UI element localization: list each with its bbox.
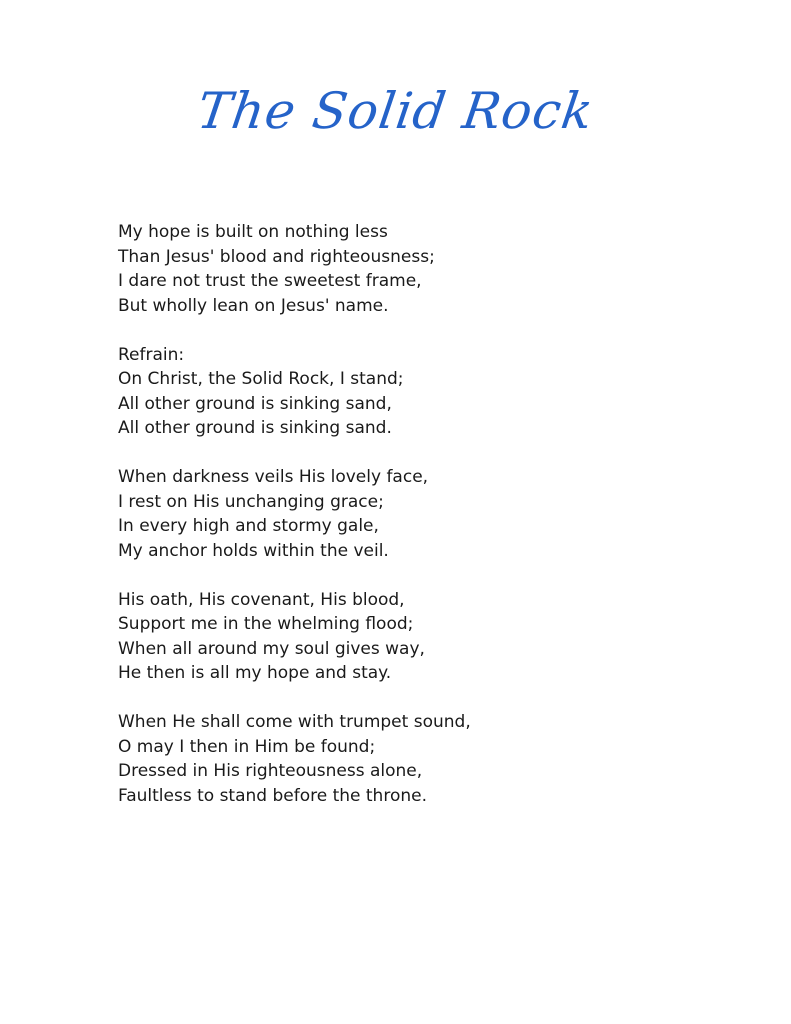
- lyric-line: Dressed in His righteousness alone,: [118, 761, 423, 781]
- stanza-1: [118, 220, 471, 318]
- lyric-line: He then is all my hope and stay.: [118, 663, 392, 683]
- lyric-line: When all around my soul gives way,: [118, 638, 425, 659]
- lyrics: [118, 220, 471, 833]
- lyric-line: I rest on His unchanging grace;: [118, 491, 384, 512]
- refrain-label: Refrain:: [118, 344, 185, 365]
- lyric-line: All other ground is sinking sand.: [118, 418, 392, 438]
- lyric-line: Faultless to stand before the throne.: [118, 785, 427, 806]
- lyric-line: All other ground is sinking sand,: [118, 393, 392, 414]
- refrain: [118, 343, 471, 441]
- stanza-3: [118, 588, 471, 686]
- lyric-line: My hope is built on nothing less: [118, 222, 388, 242]
- stanza-2: [118, 465, 471, 563]
- lyric-line: On Christ, the Solid Rock, I stand;: [118, 369, 404, 389]
- lyric-line: When He shall come with trumpet sound,: [118, 712, 471, 732]
- lyric-line: His oath, His covenant, His blood,: [118, 589, 405, 610]
- lyric-line: O may I then in Him be found;: [118, 736, 376, 757]
- page-title: The Solid Rock: [193, 82, 598, 140]
- lyric-line: My anchor holds within the veil.: [118, 540, 389, 561]
- lyric-line: Support me in the whelming flood;: [118, 614, 414, 634]
- lyric-line: I dare not trust the sweetest frame,: [118, 271, 422, 291]
- lyric-line: Than Jesus' blood and righteousness;: [118, 246, 435, 267]
- stanza-4: [118, 710, 471, 808]
- lyric-line: In every high and stormy gale,: [118, 516, 379, 536]
- lyric-line: But wholly lean on Jesus' name.: [118, 295, 389, 316]
- lyric-line: When darkness veils His lovely face,: [118, 467, 429, 487]
